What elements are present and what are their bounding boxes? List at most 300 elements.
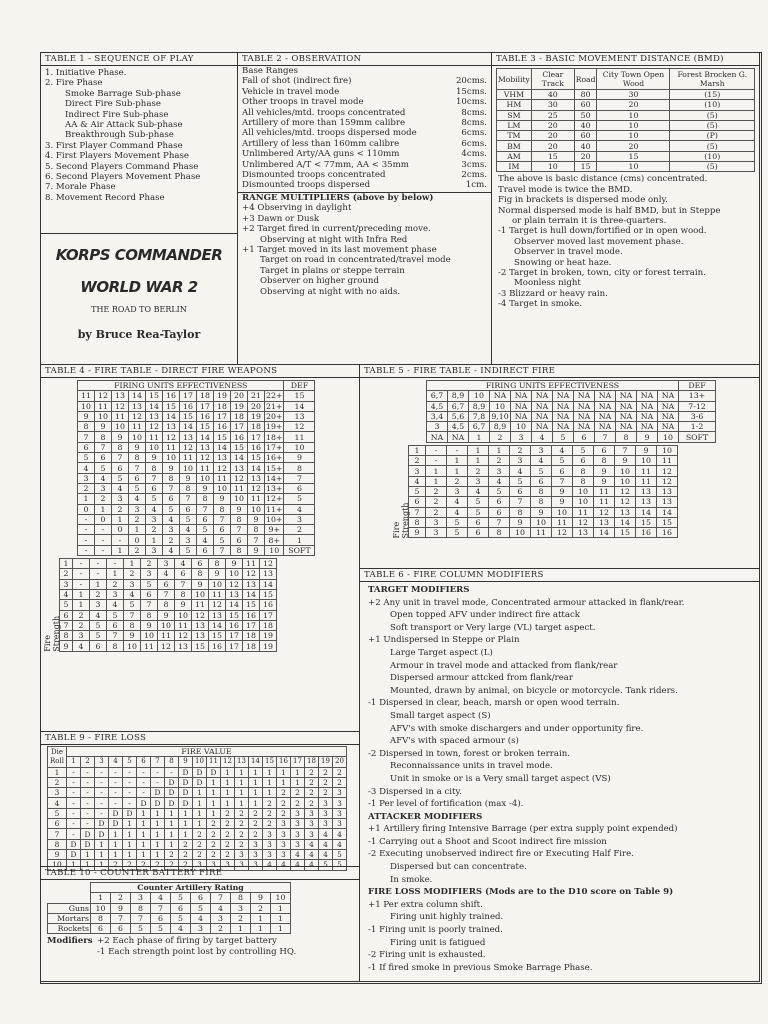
indirect-fire-strength-row	[409, 456, 678, 466]
direct-fire-cell: 7	[112, 453, 129, 463]
fire-loss-cell: 1	[151, 808, 165, 818]
indirect-fire-strength-cell: 4	[552, 445, 573, 455]
direct-fire-cell: 16	[248, 442, 265, 452]
direct-fire-strength-cell: 9	[158, 610, 175, 620]
fire-loss-cell: 4	[277, 860, 291, 870]
table1-box	[40, 52, 238, 234]
bmd-cell: 20	[597, 100, 670, 110]
direct-fire-strength-cell: 12	[192, 610, 209, 620]
fire-loss-table	[47, 746, 347, 871]
indirect-fire-strength-cell: 16	[636, 528, 657, 538]
table4-box	[40, 364, 360, 732]
direct-fire-cell: 13	[214, 453, 231, 463]
indirect-fire-strength-row	[409, 476, 678, 486]
direct-fire-cell: 17	[231, 422, 248, 432]
counter-battery-cell: 3	[211, 913, 231, 923]
direct-fire-cell: 8	[180, 483, 197, 493]
bmd-note: -4 Target in smoke.	[498, 299, 582, 310]
indirect-fire-strength-cell: 12	[552, 528, 573, 538]
direct-fire-strength-cell: 7	[124, 610, 141, 620]
counter-battery-cell: 1	[251, 913, 271, 923]
fire-loss-cell: 3	[193, 860, 207, 870]
fire-value-col: 20	[333, 757, 347, 767]
direct-fire-cell: 12	[129, 411, 146, 421]
direct-fire-row	[78, 453, 315, 463]
direct-fire-row	[78, 422, 315, 432]
fire-value-col: 4	[109, 757, 123, 767]
fire-loss-cell: 1	[109, 829, 123, 839]
fire-loss-cell: 2	[263, 808, 277, 818]
observation-condition: Dismounted troops concentrated	[242, 170, 386, 181]
direct-fire-cell: 6	[95, 453, 112, 463]
direct-fire-strength-cell: 17	[243, 620, 260, 630]
bmd-cell: 10	[597, 120, 670, 130]
rating-col: 5	[171, 893, 191, 903]
direct-fire-cell: 13	[197, 442, 214, 452]
direct-fire-strength-cell: 1	[73, 600, 90, 610]
indirect-fire-cell: NA	[553, 391, 574, 401]
direct-fire-cell: 13	[163, 422, 180, 432]
indirect-fire-strength-cell: 8	[531, 486, 552, 496]
direct-fire-cell: -	[78, 545, 95, 555]
sequence-item: 1. Initiative Phase.	[45, 68, 127, 78]
table10-box	[40, 866, 360, 982]
indirect-fire-def: 3-6	[679, 411, 716, 421]
direct-fire-cell: 11	[231, 483, 248, 493]
modifier-line: +1 Undispersed in Steppe or Plain	[368, 635, 520, 646]
modifier-line: Firing unit is fatigued	[390, 937, 486, 948]
indirect-fire-row	[427, 432, 716, 442]
direct-fire-cell: 1	[112, 514, 129, 524]
indirect-fire-strength-cell: 6	[468, 528, 489, 538]
indirect-fire-strength-cell: 4	[489, 476, 510, 486]
indirect-fire-cell: NA	[532, 401, 553, 411]
fire-loss-cell: 4	[319, 839, 333, 849]
fire-loss-cell: 1	[207, 788, 221, 798]
modifier-line: Small target aspect (S)	[390, 710, 491, 721]
game-title: KORPS COMMANDER	[55, 246, 223, 264]
direct-fire-strength-cell: 13	[192, 631, 209, 641]
direct-fire-cell: 5	[197, 525, 214, 535]
direct-fire-strength-row	[60, 610, 277, 620]
indirect-fire-strength-cell: 6	[510, 486, 531, 496]
direct-fire-def: 12	[284, 422, 315, 432]
bmd-note: Moonless night	[514, 278, 581, 289]
sequence-item: 6. Second Players Movement Phase	[45, 172, 201, 183]
fire-value-col: 17	[291, 757, 305, 767]
direct-fire-cell: 5	[180, 514, 197, 524]
direct-fire-strength-cell: 12	[175, 631, 192, 641]
fire-loss-cell: -	[123, 777, 137, 787]
direct-fire-cell: 14	[146, 401, 163, 411]
observation-range: 3cms.	[461, 159, 487, 170]
direct-fire-strength-cell: 4	[124, 589, 141, 599]
observation-condition: Other troops in travel mode	[242, 97, 364, 108]
indirect-fire-strength-cell: 10	[657, 445, 678, 455]
indirect-fire-strength-cell: 2	[426, 497, 447, 507]
direct-fire-cell: 11	[146, 432, 163, 442]
sequence-item: AA & Air Attack Sub-phase	[65, 120, 183, 131]
fire-loss-cell: 3	[277, 849, 291, 859]
fire-loss-cell: D	[95, 819, 109, 829]
fire-loss-cell: 1	[123, 819, 137, 829]
indirect-fire-strength-cell: 11	[594, 486, 615, 496]
fire-loss-cell: 1	[235, 798, 249, 808]
multiplier-line: +1 Target moved in its last movement phase	[242, 244, 437, 255]
indirect-fire-strength-cell: 7	[552, 476, 573, 486]
fire-loss-cell: 3	[319, 808, 333, 818]
fire-loss-cell: 2	[137, 860, 151, 870]
indirect-fire-strength-cell: 5	[552, 456, 573, 466]
direct-fire-cell: 7	[214, 545, 231, 555]
direct-fire-row	[78, 442, 315, 452]
indirect-fire-strength-cell: 4	[531, 456, 552, 466]
fire-loss-cell: D	[67, 849, 81, 859]
direct-fire-strength-row	[60, 569, 277, 579]
fire-loss-cell: 1	[123, 849, 137, 859]
indirect-fire-strength-cell: 13	[657, 497, 678, 507]
fire-value-col: 14	[249, 757, 263, 767]
fire-loss-cell: 2	[305, 798, 319, 808]
direct-fire-cell: 12	[248, 483, 265, 493]
direct-fire-cell: 10	[180, 463, 197, 473]
direct-fire-strength-cell: 7	[141, 600, 158, 610]
counter-battery-cell: 7	[131, 913, 151, 923]
observation-rows	[238, 76, 491, 190]
fire-loss-cell: D	[123, 808, 137, 818]
table2-title: TABLE 2 - OBSERVATION	[238, 53, 491, 66]
direct-fire-cell: 12	[112, 401, 129, 411]
indirect-fire-strength-cell: 5	[447, 517, 468, 527]
bmd-cell: 10	[597, 131, 670, 141]
fire-loss-cell: 2	[333, 777, 347, 787]
direct-fire-cell: -	[95, 535, 112, 545]
fire-loss-cell: 2	[319, 788, 333, 798]
indirect-fire-cell: 7	[595, 432, 616, 442]
direct-fire-cell: 5	[95, 463, 112, 473]
rating-col: 4	[151, 893, 171, 903]
indirect-fire-strength-cell: 6	[573, 456, 594, 466]
weapon-type: Mortars	[48, 913, 91, 923]
indirect-fire-cell: 10	[469, 391, 490, 401]
indirect-fire-strength-row	[409, 466, 678, 476]
counter-battery-cols	[48, 893, 291, 903]
indirect-fire-table	[426, 380, 716, 443]
direct-fire-def: 15	[284, 391, 315, 401]
direct-fire-cell: 12	[163, 432, 180, 442]
die-roll: 6	[48, 819, 67, 829]
direct-fire-cell: 3	[146, 545, 163, 555]
bmd-cell: 20	[574, 151, 597, 161]
fire-loss-cell: 1	[165, 829, 179, 839]
fire-loss-cell: -	[137, 777, 151, 787]
fire-loss-cell: 2	[277, 788, 291, 798]
direct-fire-cell: 13	[129, 401, 146, 411]
fire-loss-cell: 1	[137, 849, 151, 859]
direct-fire-strength-cell: 1	[124, 559, 141, 569]
fire-loss-cell: D	[207, 767, 221, 777]
observation-range: 6cms.	[461, 138, 487, 149]
fire-loss-cell: D	[179, 777, 193, 787]
modifier-heading: ATTACKER MODIFIERS	[368, 811, 483, 822]
indirect-fire-cell: NA	[532, 411, 553, 421]
bmd-cell: 10	[597, 162, 670, 172]
direct-fire-cell: 18	[214, 401, 231, 411]
direct-fire-cell: 9	[180, 473, 197, 483]
fire-loss-cell: 1	[235, 788, 249, 798]
direct-fire-table	[77, 380, 315, 556]
observation-range: 2cms.	[461, 170, 487, 181]
indirect-fire-row	[427, 391, 716, 401]
fire-loss-cell: -	[109, 777, 123, 787]
fire-loss-cell: 2	[207, 849, 221, 859]
fire-loss-cell: 1	[179, 829, 193, 839]
direct-fire-row	[78, 535, 315, 545]
direct-fire-strength-cell: 8	[175, 589, 192, 599]
observation-condition: Unlimbered Arty/AA guns < 110mm	[242, 149, 400, 160]
modifiers-label: Modifiers	[47, 936, 93, 947]
direct-fire-strength-cell: 8	[124, 620, 141, 630]
die-roll-header: Die Roll	[48, 747, 67, 768]
direct-fire-cell: 7	[248, 535, 265, 545]
indirect-fire-strength-cell: 13	[573, 528, 594, 538]
counter-battery-cell: 1	[231, 924, 251, 934]
direct-fire-cell: 6	[180, 504, 197, 514]
direct-fire-cell: 16+	[266, 453, 283, 463]
modifier-line: -2 Firing unit is exhausted.	[368, 950, 486, 961]
fire-loss-cell: -	[137, 767, 151, 777]
indirect-fire-cell: NA	[658, 401, 679, 411]
indirect-fire-strength-cell: 13	[636, 486, 657, 496]
fire-loss-cell: 1	[137, 808, 151, 818]
fire-value-col: 7	[151, 757, 165, 767]
fire-loss-cell: 1	[249, 798, 263, 808]
fire-loss-cell: D	[137, 798, 151, 808]
table9-box	[40, 731, 360, 870]
direct-fire-cell: 11	[163, 442, 180, 452]
direct-fire-cell: 7	[180, 494, 197, 504]
fire-loss-cell: -	[67, 767, 81, 777]
fire-loss-cell: 2	[221, 829, 235, 839]
counter-battery-blank	[48, 893, 91, 903]
fire-value-col: 5	[123, 757, 137, 767]
direct-fire-strength-row	[60, 589, 277, 599]
direct-fire-cell: 15	[163, 401, 180, 411]
bmd-note: -1 Target is hull down/fortified or in open wood.	[498, 226, 707, 237]
fire-loss-cell: 1	[249, 767, 263, 777]
fire-loss-cell: 2	[319, 767, 333, 777]
direct-fire-strength-cell: 4	[175, 559, 192, 569]
fire-loss-cell: 1	[123, 829, 137, 839]
modifier-line: Reconnaissance units in travel mode.	[390, 761, 553, 772]
direct-fire-cell: -	[95, 545, 112, 555]
indirect-fire-strength-cell: 13	[615, 507, 636, 517]
table2-box	[237, 52, 492, 365]
fire-loss-cell: 1	[193, 808, 207, 818]
indirect-fire-strength-cell: 6	[489, 507, 510, 517]
indirect-fire-strength-cell: 13	[657, 486, 678, 496]
direct-fire-strength-cell: 18	[243, 631, 260, 641]
indirect-fire-strength-cell: 13	[594, 517, 615, 527]
direct-fire-cell: 12	[146, 422, 163, 432]
indirect-fire-strength-cell: 10	[615, 466, 636, 476]
direct-fire-cell: 2	[78, 483, 95, 493]
indirect-fire-cell: NA	[637, 401, 658, 411]
bmd-cell: 10	[597, 110, 670, 120]
fire-loss-cell: 1	[81, 849, 95, 859]
fire-loss-cell: 3	[249, 849, 263, 859]
fire-value-col: 3	[95, 757, 109, 767]
fire-loss-cell: 1	[291, 767, 305, 777]
direct-fire-cell: 1	[78, 494, 95, 504]
direct-fire-strength-cell: 2	[73, 610, 90, 620]
direct-fire-cell: 6	[163, 494, 180, 504]
modifier-line: AFV's with smoke dischargers and under opportunity fire.	[390, 723, 644, 734]
fire-strength-index: 1	[409, 445, 426, 455]
direct-fire-row	[78, 494, 315, 504]
indirect-fire-strength-cell: 2	[510, 445, 531, 455]
indirect-fire-strength-cell: 9	[594, 466, 615, 476]
indirect-fire-header: FIRING UNITS EFFECTIVENESS	[427, 381, 679, 391]
observation-condition: Dismounted troops dispersed	[242, 180, 371, 191]
observation-range: 20cms.	[455, 76, 487, 87]
direct-fire-strength-cell: 13	[175, 641, 192, 651]
fire-value-header: FIRE VALUE	[67, 747, 347, 757]
indirect-fire-cell: 8	[616, 432, 637, 442]
direct-fire-row	[78, 504, 315, 514]
direct-fire-cell: 6	[197, 514, 214, 524]
fire-loss-cell: -	[95, 788, 109, 798]
direct-fire-cell: -	[95, 525, 112, 535]
die-roll: 4	[48, 798, 67, 808]
bmd-cell: 15	[574, 162, 597, 172]
direct-fire-cell: 7	[163, 483, 180, 493]
direct-fire-cell: 7	[78, 432, 95, 442]
modifiers-lines	[97, 936, 296, 957]
direct-fire-cell: 16	[163, 391, 180, 401]
direct-fire-cell: 10	[163, 453, 180, 463]
counter-battery-cell: 5	[151, 924, 171, 934]
fire-value-col: 1	[67, 757, 81, 767]
fire-loss-cell: 2	[165, 860, 179, 870]
direct-fire-row	[78, 432, 315, 442]
fire-loss-cell: 1	[221, 767, 235, 777]
fire-loss-cell: 2	[305, 788, 319, 798]
direct-fire-cell: 14	[214, 442, 231, 452]
direct-fire-strength-cell: 4	[158, 569, 175, 579]
direct-fire-cell: 2	[129, 514, 146, 524]
direct-fire-def: 10	[284, 442, 315, 452]
fire-value-col: 12	[221, 757, 235, 767]
direct-fire-strength-cell: 1	[73, 589, 90, 599]
indirect-fire-strength-cell: 8	[531, 497, 552, 507]
multiplier-line: +4 Observing in daylight	[242, 203, 352, 214]
indirect-fire-strength-cell: 2	[426, 486, 447, 496]
indirect-fire-cell: NA	[553, 401, 574, 411]
fire-value-col: 9	[179, 757, 193, 767]
direct-fire-cell: 4	[163, 545, 180, 555]
direct-fire-row	[78, 463, 315, 473]
bmd-cell: (15)	[670, 90, 755, 100]
fire-loss-cell: -	[81, 767, 95, 777]
direct-fire-strength-cell: 4	[73, 641, 90, 651]
direct-fire-cell: 3	[78, 473, 95, 483]
direct-fire-strength-cell: 11	[192, 600, 209, 610]
bmd-note: -3 Blizzard or heavy rain.	[498, 288, 608, 299]
rating-col: 8	[231, 893, 251, 903]
indirect-fire-strength-cell: 5	[489, 486, 510, 496]
direct-fire-cell: -	[78, 525, 95, 535]
direct-fire-cell: 18	[248, 422, 265, 432]
indirect-fire-strength-cell: 7	[615, 445, 636, 455]
indirect-fire-strength-cell: 8	[573, 476, 594, 486]
direct-fire-strength-cell: 7	[158, 589, 175, 599]
indirect-fire-strength-cell: 15	[615, 528, 636, 538]
indirect-fire-strength-cell: 5	[447, 528, 468, 538]
fire-loss-cell: 3	[291, 819, 305, 829]
direct-fire-strength-cell: 15	[209, 631, 226, 641]
counter-artillery-rating-header: Counter Artillery Rating	[91, 883, 291, 893]
direct-fire-def: 5	[284, 494, 315, 504]
direct-fire-cell: 9	[163, 463, 180, 473]
table5-fire-strength-label: Fire Strength	[392, 502, 410, 539]
direct-fire-strength-cell: 19	[260, 631, 277, 641]
observation-range: 8cms.	[461, 107, 487, 118]
direct-fire-strength-cell: 14	[260, 579, 277, 589]
direct-fire-cell: 6	[129, 473, 146, 483]
direct-fire-cell: 3	[129, 504, 146, 514]
fire-loss-cell: 1	[137, 829, 151, 839]
direct-fire-strength-cell: 14	[226, 600, 243, 610]
modifier-heading: FIRE LOSS MODIFIERS (Mods are to the D10 score on Table 9)	[368, 887, 674, 898]
direct-fire-strength-cell: 10	[226, 569, 243, 579]
fire-loss-cell: 2	[291, 788, 305, 798]
fire-strength-index: 2	[60, 569, 73, 579]
bmd-cell: 15	[597, 151, 670, 161]
modifier-line: Mounted, drawn by animal, on bicycle or motorcycle. Tank riders.	[390, 685, 678, 696]
direct-fire-cell: 9	[248, 514, 265, 524]
die-roll: 3	[48, 788, 67, 798]
direct-fire-strength-cell: 11	[158, 631, 175, 641]
indirect-fire-cell: 8,9	[490, 422, 511, 432]
direct-fire-cell: 19	[231, 401, 248, 411]
multiplier-line: Observing at night with no aids.	[260, 286, 401, 297]
indirect-fire-cell: 3	[427, 422, 448, 432]
fire-loss-cell: 3	[235, 860, 249, 870]
direct-fire-cell: 13	[231, 463, 248, 473]
fire-loss-cell: 1	[207, 798, 221, 808]
modifier-line: +1 Artillery firing Intensive Barrage (per extra supply point expended)	[368, 824, 678, 835]
bmd-cell: (5)	[670, 162, 755, 172]
indirect-fire-strength-cell: 12	[657, 466, 678, 476]
fire-loss-cell: -	[165, 767, 179, 777]
direct-fire-strength-cell: 7	[107, 631, 124, 641]
modifier-line: +2 Each phase of firing by target battery	[97, 936, 277, 947]
counter-battery-cell: 1	[271, 924, 291, 934]
fire-loss-cell: D	[95, 829, 109, 839]
bmd-cell: 40	[531, 90, 574, 100]
bmd-note: -2 Target in broken, town, city or forest terrain.	[498, 268, 706, 279]
indirect-fire-cell: NA	[511, 401, 532, 411]
fire-loss-cell: D	[179, 798, 193, 808]
die-roll: 8	[48, 839, 67, 849]
direct-fire-cell: 4	[112, 483, 129, 493]
modifier-line: -1 If fired smoke in previous Smoke Barrage Phase.	[368, 962, 593, 973]
direct-fire-strength-cell: 10	[209, 579, 226, 589]
direct-fire-cell: 11	[180, 453, 197, 463]
fire-loss-cell: 3	[305, 808, 319, 818]
fire-strength-index: 8	[60, 631, 73, 641]
